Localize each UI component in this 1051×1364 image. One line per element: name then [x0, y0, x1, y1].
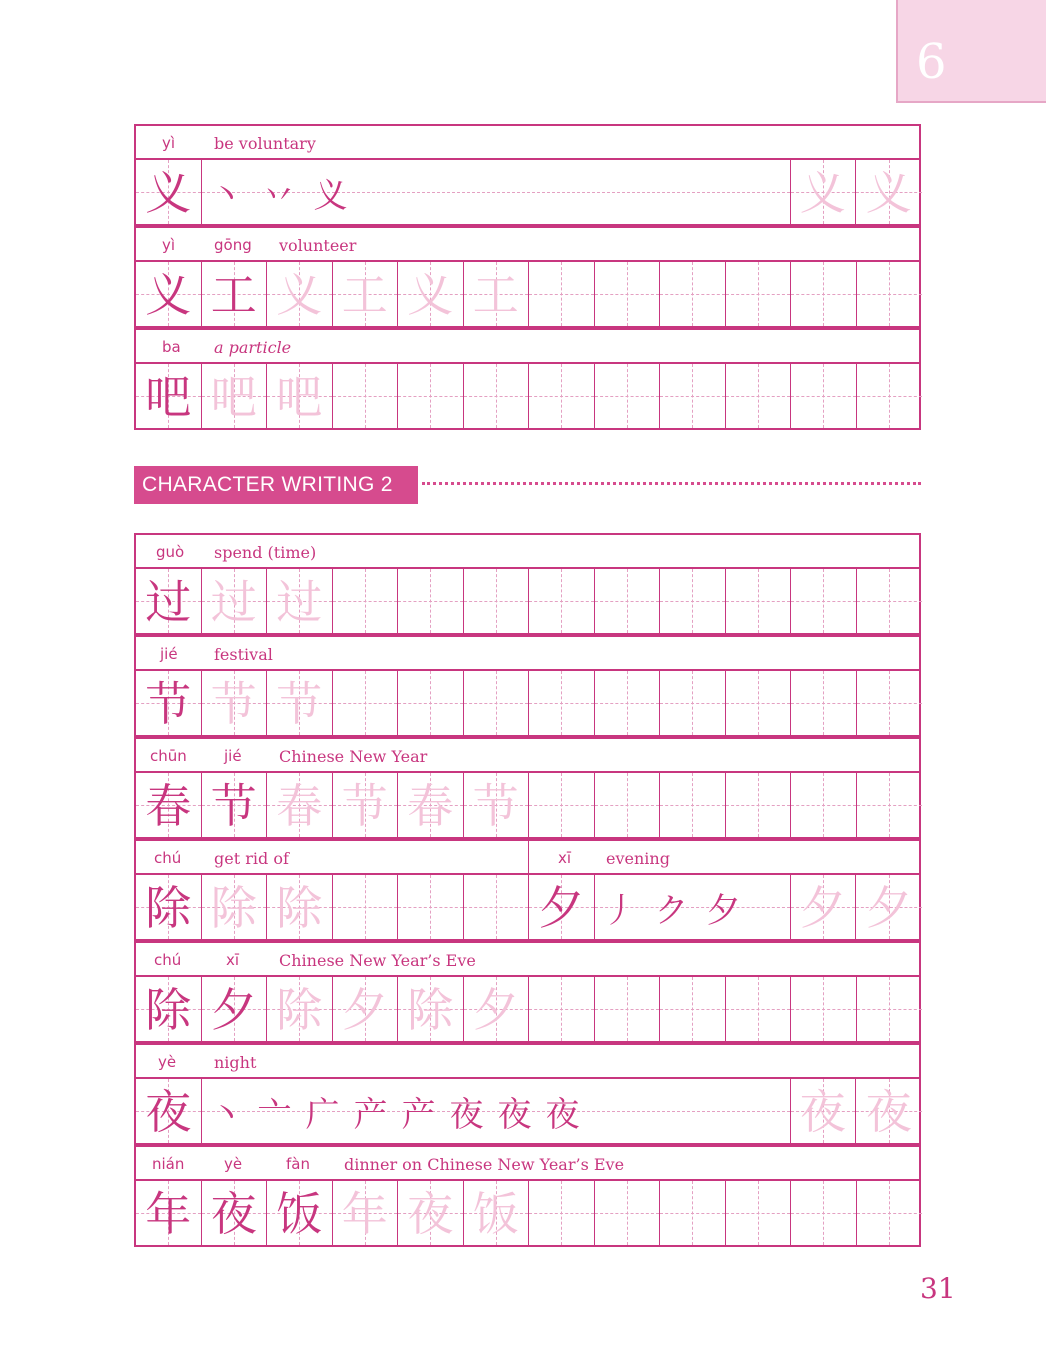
practice-cell[interactable]: [726, 364, 792, 428]
trace-char: 工: [472, 268, 519, 322]
meaning: festival: [214, 645, 273, 664]
trace-char: 春: [276, 779, 323, 833]
practice-cell[interactable]: [267, 977, 333, 1041]
model-cell: [136, 773, 202, 837]
model-char: 年: [145, 1187, 192, 1241]
trace-char: 节: [472, 779, 519, 833]
practice-cell[interactable]: [398, 773, 464, 837]
grid-row-nianyefan: [134, 1179, 921, 1247]
practice-cell[interactable]: [529, 773, 595, 837]
practice-cell[interactable]: [464, 875, 530, 939]
practice-cell[interactable]: [791, 262, 857, 326]
model-char: 饭: [276, 1187, 323, 1241]
model-char: 除: [145, 983, 192, 1037]
stroke-step: 产: [353, 1094, 388, 1135]
practice-cell[interactable]: [464, 262, 530, 326]
practice-cell[interactable]: [398, 875, 464, 939]
practice-cell[interactable]: [202, 364, 268, 428]
stroke-step: 亠: [257, 1094, 292, 1135]
model-char: 春: [145, 779, 192, 833]
model-char: 节: [145, 677, 192, 731]
practice-cell[interactable]: [791, 160, 857, 224]
trace-char: 吧: [276, 370, 323, 424]
practice-cell[interactable]: [464, 1181, 530, 1245]
model-cell: [202, 773, 268, 837]
stroke-step: 夕: [706, 890, 741, 931]
model-cell: [136, 977, 202, 1041]
meaning: evening: [606, 849, 670, 868]
practice-cell[interactable]: [202, 875, 268, 939]
practice-cell[interactable]: [856, 1079, 922, 1143]
practice-cell[interactable]: [726, 262, 792, 326]
trace-char: 饭: [472, 1187, 519, 1241]
grid-row-ye: [134, 1077, 921, 1145]
trace-char: 年: [341, 1187, 388, 1241]
practice-cell[interactable]: [529, 977, 595, 1041]
practice-cell[interactable]: [857, 671, 923, 735]
practice-cell[interactable]: [398, 977, 464, 1041]
pinyin: xī: [558, 849, 572, 867]
grid-row-guo: [134, 567, 921, 635]
practice-cell[interactable]: [595, 671, 661, 735]
pinyin-row-chunjie: [134, 737, 921, 771]
practice-cell[interactable]: [398, 569, 464, 633]
trace-char: 义: [407, 268, 454, 322]
model-char: 除: [145, 881, 192, 935]
model-char: 吧: [145, 370, 192, 424]
meaning: spend (time): [214, 543, 317, 562]
model-cell: [136, 262, 202, 326]
practice-cell[interactable]: [660, 262, 726, 326]
practice-cell[interactable]: [267, 671, 333, 735]
practice-cell[interactable]: [726, 977, 792, 1041]
practice-cell[interactable]: [595, 262, 661, 326]
trace-char: 春: [407, 779, 454, 833]
trace-char: 工: [341, 268, 388, 322]
practice-sheet-1: [134, 124, 921, 430]
practice-cell[interactable]: [595, 977, 661, 1041]
trace-char: 节: [210, 677, 257, 731]
trace-char: 夜: [407, 1187, 454, 1241]
stroke-step: 产: [401, 1094, 436, 1135]
grid-row-chunjie: [134, 771, 921, 839]
pinyin: nián: [152, 1155, 185, 1173]
model-cell: [202, 977, 268, 1041]
pinyin-row-chuxi: [134, 941, 921, 975]
practice-cell[interactable]: [529, 364, 595, 428]
practice-cell[interactable]: [398, 671, 464, 735]
trace-char: 夕: [799, 881, 846, 935]
practice-cell[interactable]: [791, 364, 857, 428]
model-char: 义: [145, 166, 192, 220]
meaning: Chinese New Year’s Eve: [279, 951, 476, 970]
stroke-order-box: [202, 160, 791, 224]
trace-char: 夜: [865, 1085, 912, 1139]
model-cell: [136, 1079, 202, 1143]
practice-cell[interactable]: [726, 671, 792, 735]
trace-char: 夜: [799, 1085, 846, 1139]
practice-cell[interactable]: [791, 773, 857, 837]
practice-cell[interactable]: [791, 1079, 857, 1143]
pinyin: guò: [156, 543, 185, 561]
model-char: 夜: [145, 1085, 192, 1139]
chapter-tab: [896, 0, 1046, 103]
practice-cell[interactable]: [202, 569, 268, 633]
practice-cell[interactable]: [464, 569, 530, 633]
meaning: get rid of: [214, 849, 289, 868]
stroke-step: 广: [305, 1094, 340, 1135]
practice-cell[interactable]: [529, 569, 595, 633]
model-char: 夕: [538, 881, 585, 935]
grid-row-ba: [134, 362, 921, 430]
stroke-order-box: [595, 875, 791, 939]
stroke-step: 丶: [209, 175, 244, 216]
practice-cell[interactable]: [529, 671, 595, 735]
practice-cell[interactable]: [660, 1181, 726, 1245]
practice-cell[interactable]: [857, 364, 923, 428]
practice-cell[interactable]: [333, 773, 399, 837]
practice-cell[interactable]: [267, 569, 333, 633]
pinyin-row-jie: [134, 635, 921, 669]
trace-char: 除: [276, 983, 323, 1037]
practice-cell[interactable]: [791, 977, 857, 1041]
pinyin-row-ba: [134, 328, 921, 362]
practice-cell[interactable]: [202, 671, 268, 735]
trace-char: 除: [407, 983, 454, 1037]
model-cell: [136, 364, 202, 428]
model-cell: [136, 1181, 202, 1245]
meaning: night: [214, 1053, 257, 1072]
practice-cell[interactable]: [464, 773, 530, 837]
pinyin: ba: [162, 338, 181, 356]
practice-cell[interactable]: [856, 875, 922, 939]
model-char: 过: [145, 575, 192, 629]
practice-sheet-2: [134, 533, 921, 1247]
grid-row-yi: [134, 158, 921, 226]
model-char: 节: [210, 779, 257, 833]
chapter-number: 6: [916, 34, 947, 90]
practice-cell[interactable]: [857, 262, 923, 326]
pinyin: jié: [160, 645, 178, 663]
trace-char: 夕: [472, 983, 519, 1037]
practice-cell[interactable]: [660, 569, 726, 633]
pinyin-row-yi: [134, 124, 921, 158]
stroke-order-box: [202, 1079, 791, 1143]
model-char: 夕: [210, 983, 257, 1037]
meaning: Chinese New Year: [279, 747, 428, 766]
pinyin: xī: [226, 951, 240, 969]
stroke-step: 夜: [545, 1094, 580, 1135]
practice-cell[interactable]: [857, 569, 923, 633]
trace-char: 节: [341, 779, 388, 833]
trace-char: 夕: [865, 881, 912, 935]
pinyin: chūn: [150, 747, 187, 765]
practice-cell[interactable]: [791, 569, 857, 633]
practice-cell[interactable]: [267, 364, 333, 428]
practice-cell[interactable]: [660, 364, 726, 428]
practice-cell[interactable]: [660, 671, 726, 735]
pinyin: yè: [158, 1053, 177, 1071]
practice-cell[interactable]: [791, 671, 857, 735]
pinyin: yì: [162, 236, 176, 254]
pinyin: yì: [162, 134, 176, 152]
pinyin-row-yigong: [134, 226, 921, 260]
trace-char: 过: [210, 575, 257, 629]
practice-cell[interactable]: [857, 773, 923, 837]
practice-cell[interactable]: [595, 1181, 661, 1245]
practice-cell[interactable]: [857, 1181, 923, 1245]
practice-cell[interactable]: [464, 364, 530, 428]
grid-row-yigong: [134, 260, 921, 328]
meaning: be voluntary: [214, 134, 316, 153]
model-char: 夜: [210, 1187, 257, 1241]
pinyin: fàn: [286, 1155, 310, 1173]
model-cell: [136, 569, 202, 633]
stroke-step: 丿: [602, 890, 637, 931]
stroke-step: 夜: [449, 1094, 484, 1135]
practice-cell[interactable]: [660, 977, 726, 1041]
trace-char: 过: [276, 575, 323, 629]
practice-cell[interactable]: [267, 875, 333, 939]
practice-cell[interactable]: [726, 569, 792, 633]
practice-cell[interactable]: [726, 773, 792, 837]
practice-cell[interactable]: [333, 569, 399, 633]
meaning: a particle: [214, 338, 292, 357]
practice-cell[interactable]: [333, 977, 399, 1041]
pinyin: gōng: [214, 236, 252, 254]
stroke-step: 夜: [497, 1094, 532, 1135]
practice-cell[interactable]: [791, 1181, 857, 1245]
grid-row-chu-xi: [134, 873, 921, 941]
model-char: 义: [145, 268, 192, 322]
practice-cell[interactable]: [267, 262, 333, 326]
stroke-step: ク: [654, 890, 689, 931]
trace-char: 节: [276, 677, 323, 731]
practice-cell[interactable]: [529, 262, 595, 326]
pinyin: jié: [224, 747, 242, 765]
practice-cell[interactable]: [333, 364, 399, 428]
trace-char: 吧: [210, 370, 257, 424]
model-cell: [136, 160, 202, 224]
pinyin: yè: [224, 1155, 243, 1173]
practice-cell[interactable]: [398, 1181, 464, 1245]
section-title: CHARACTER WRITING 2: [134, 466, 418, 504]
model-cell: [202, 262, 268, 326]
practice-cell[interactable]: [333, 875, 399, 939]
practice-cell[interactable]: [333, 671, 399, 735]
practice-cell[interactable]: [660, 773, 726, 837]
trace-char: 义: [865, 166, 912, 220]
practice-cell[interactable]: [595, 773, 661, 837]
model-cell: [136, 875, 202, 939]
pinyin-row-guo: [134, 533, 921, 567]
model-cell: [202, 1181, 268, 1245]
practice-cell[interactable]: [726, 1181, 792, 1245]
practice-cell[interactable]: [529, 1181, 595, 1245]
grid-row-jie: [134, 669, 921, 737]
stroke-step: 义: [313, 175, 348, 216]
trace-char: 夕: [341, 983, 388, 1037]
practice-cell[interactable]: [267, 773, 333, 837]
trace-char: 除: [210, 881, 257, 935]
pinyin-row-chu-xi: [134, 839, 921, 873]
grid-row-chuxi: [134, 975, 921, 1043]
meaning: dinner on Chinese New Year’s Eve: [344, 1155, 625, 1174]
column-divider: [528, 841, 529, 873]
model-cell: [136, 671, 202, 735]
model-cell: [267, 1181, 333, 1245]
practice-cell[interactable]: [856, 160, 922, 224]
trace-char: 义: [276, 268, 323, 322]
practice-cell[interactable]: [464, 977, 530, 1041]
practice-cell[interactable]: [791, 875, 857, 939]
pinyin: chú: [154, 849, 182, 867]
trace-char: 除: [276, 881, 323, 935]
model-char: 工: [210, 268, 257, 322]
practice-cell[interactable]: [595, 364, 661, 428]
practice-cell[interactable]: [398, 364, 464, 428]
practice-cell[interactable]: [333, 1181, 399, 1245]
pinyin-row-nianyefan: [134, 1145, 921, 1179]
practice-cell[interactable]: [398, 262, 464, 326]
page-number: 31: [920, 1272, 956, 1305]
section-dotted-rule: [422, 482, 921, 485]
practice-cell[interactable]: [595, 569, 661, 633]
stroke-step: 丷: [261, 175, 296, 216]
pinyin-row-ye: [134, 1043, 921, 1077]
practice-cell[interactable]: [333, 262, 399, 326]
practice-cell[interactable]: [857, 977, 923, 1041]
meaning: volunteer: [279, 236, 357, 255]
model-cell: [529, 875, 595, 939]
stroke-step: 丶: [209, 1094, 244, 1135]
trace-char: 义: [799, 166, 846, 220]
practice-cell[interactable]: [464, 671, 530, 735]
pinyin: chú: [154, 951, 182, 969]
